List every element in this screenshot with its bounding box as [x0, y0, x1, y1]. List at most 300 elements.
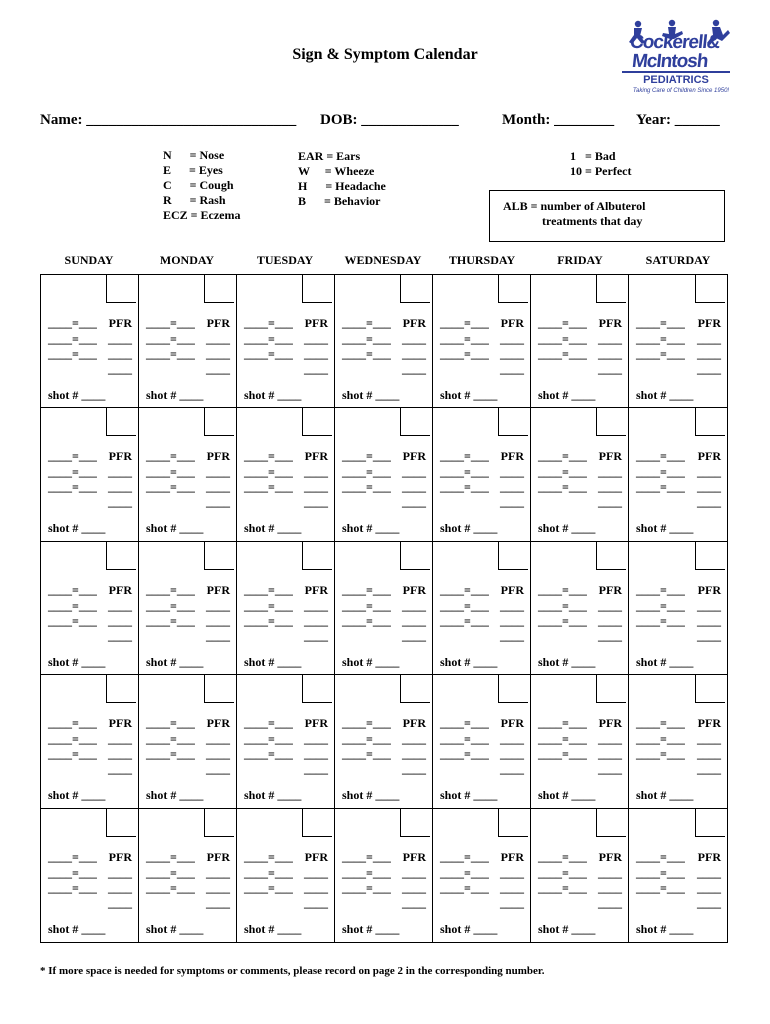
pfr-entry[interactable]: ____ — [108, 865, 132, 880]
symptom-entry[interactable]: ____=___ — [244, 480, 293, 495]
symptom-entry[interactable]: ____=___ — [244, 613, 293, 628]
shot-entry[interactable]: shot # ____ — [636, 521, 694, 536]
symptom-entry[interactable]: ____=___ — [48, 465, 97, 480]
shot-entry[interactable]: shot # ____ — [48, 921, 106, 936]
symptom-entry[interactable]: ____=___ — [342, 582, 391, 597]
shot-entry[interactable]: shot # ____ — [440, 788, 498, 803]
pfr-entry[interactable]: ____ — [304, 332, 328, 346]
date-box[interactable] — [204, 809, 234, 837]
shot-entry[interactable]: shot # ____ — [244, 388, 302, 402]
symptom-entry[interactable]: ____=___ — [636, 747, 685, 762]
pfr-entry[interactable]: ____ — [304, 465, 328, 480]
pfr-entry[interactable]: ____ — [108, 598, 132, 613]
calendar-day-cell[interactable] — [531, 408, 629, 541]
pfr-entry[interactable]: ____ — [206, 332, 230, 346]
symptom-entry[interactable]: ____=___ — [244, 732, 293, 747]
pfr-entry[interactable]: ____ — [598, 880, 622, 895]
symptom-entry[interactable]: ____=___ — [244, 849, 293, 864]
pfr-entry[interactable]: ____ — [598, 362, 622, 376]
pfr-entry[interactable]: ____ — [206, 628, 230, 643]
pfr-entry[interactable]: ____ — [402, 495, 426, 510]
pfr-entry[interactable]: ____ — [304, 865, 328, 880]
calendar-day-cell[interactable] — [433, 408, 531, 541]
pfr-entry[interactable]: ____ — [206, 747, 230, 762]
shot-entry[interactable]: shot # ____ — [636, 788, 694, 803]
pfr-entry[interactable]: ____ — [304, 480, 328, 495]
date-box[interactable] — [498, 408, 528, 436]
pfr-entry[interactable]: ____ — [500, 465, 524, 480]
shot-entry[interactable]: shot # ____ — [538, 788, 596, 803]
date-box[interactable] — [106, 275, 136, 303]
pfr-entry[interactable]: ____ — [206, 362, 230, 376]
pfr-entry[interactable]: ____ — [697, 880, 721, 895]
pfr-entry[interactable]: ____ — [206, 895, 230, 910]
pfr-entry[interactable]: ____ — [304, 598, 328, 613]
symptom-entry[interactable]: ____=___ — [146, 582, 195, 597]
symptom-entry[interactable]: ____=___ — [244, 449, 293, 464]
pfr-entry[interactable]: ____ — [206, 613, 230, 628]
symptom-entry[interactable]: ____=___ — [538, 332, 587, 346]
pfr-entry[interactable]: ____ — [206, 480, 230, 495]
date-box[interactable] — [498, 809, 528, 837]
calendar-day-cell[interactable] — [237, 275, 335, 408]
symptom-entry[interactable]: ____=___ — [636, 465, 685, 480]
symptom-entry[interactable]: ____=___ — [244, 316, 293, 330]
shot-entry[interactable]: shot # ____ — [48, 521, 106, 536]
symptom-entry[interactable]: ____=___ — [440, 449, 489, 464]
date-box[interactable] — [695, 408, 725, 436]
shot-entry[interactable]: shot # ____ — [244, 521, 302, 536]
symptom-entry[interactable]: ____=___ — [636, 865, 685, 880]
pfr-entry[interactable]: ____ — [108, 362, 132, 376]
shot-entry[interactable]: shot # ____ — [440, 521, 498, 536]
pfr-entry[interactable]: ____ — [402, 362, 426, 376]
calendar-day-cell[interactable] — [629, 809, 727, 942]
calendar-day-cell[interactable] — [139, 542, 237, 675]
calendar-day-cell[interactable] — [237, 675, 335, 808]
symptom-entry[interactable]: ____=___ — [538, 316, 587, 330]
symptom-entry[interactable]: ____=___ — [440, 465, 489, 480]
pfr-entry[interactable]: ____ — [500, 762, 524, 777]
pfr-entry[interactable]: ____ — [598, 465, 622, 480]
pfr-entry[interactable]: ____ — [598, 332, 622, 346]
symptom-entry[interactable]: ____=___ — [48, 716, 97, 731]
symptom-entry[interactable]: ____=___ — [146, 598, 195, 613]
pfr-entry[interactable]: ____ — [500, 628, 524, 643]
pfr-entry[interactable]: ____ — [697, 480, 721, 495]
pfr-entry[interactable]: ____ — [108, 495, 132, 510]
date-box[interactable] — [400, 542, 430, 570]
symptom-entry[interactable]: ____=___ — [538, 449, 587, 464]
date-box[interactable] — [596, 809, 626, 837]
pfr-entry[interactable]: ____ — [697, 495, 721, 510]
pfr-entry[interactable]: ____ — [500, 880, 524, 895]
month-field[interactable]: Month: ________ — [502, 112, 615, 128]
symptom-entry[interactable]: ____=___ — [48, 732, 97, 747]
pfr-entry[interactable]: ____ — [598, 480, 622, 495]
pfr-entry[interactable]: ____ — [697, 732, 721, 747]
shot-entry[interactable]: shot # ____ — [636, 921, 694, 936]
calendar-day-cell[interactable] — [41, 408, 139, 541]
symptom-entry[interactable]: ____=___ — [244, 582, 293, 597]
calendar-day-cell[interactable] — [335, 408, 433, 541]
symptom-entry[interactable]: ____=___ — [48, 347, 97, 361]
date-box[interactable] — [400, 408, 430, 436]
calendar-day-cell[interactable] — [237, 809, 335, 942]
shot-entry[interactable]: shot # ____ — [244, 654, 302, 669]
symptom-entry[interactable]: ____=___ — [538, 480, 587, 495]
pfr-entry[interactable]: ____ — [304, 895, 328, 910]
shot-entry[interactable]: shot # ____ — [48, 788, 106, 803]
calendar-day-cell[interactable] — [41, 809, 139, 942]
symptom-entry[interactable]: ____=___ — [146, 480, 195, 495]
date-box[interactable] — [204, 675, 234, 703]
symptom-entry[interactable]: ____=___ — [440, 598, 489, 613]
pfr-entry[interactable]: ____ — [598, 598, 622, 613]
pfr-entry[interactable]: ____ — [697, 598, 721, 613]
symptom-entry[interactable]: ____=___ — [538, 347, 587, 361]
symptom-entry[interactable]: ____=___ — [146, 880, 195, 895]
date-box[interactable] — [302, 675, 332, 703]
symptom-entry[interactable]: ____=___ — [538, 747, 587, 762]
calendar-day-cell[interactable] — [335, 675, 433, 808]
pfr-entry[interactable]: ____ — [402, 732, 426, 747]
calendar-day-cell[interactable] — [139, 675, 237, 808]
shot-entry[interactable]: shot # ____ — [146, 388, 204, 402]
symptom-entry[interactable]: ____=___ — [146, 465, 195, 480]
name-field[interactable]: Name: ____________________________ — [40, 112, 297, 128]
pfr-entry[interactable]: ____ — [500, 495, 524, 510]
pfr-entry[interactable]: ____ — [206, 762, 230, 777]
symptom-entry[interactable]: ____=___ — [440, 613, 489, 628]
symptom-entry[interactable]: ____=___ — [244, 747, 293, 762]
symptom-entry[interactable]: ____=___ — [636, 480, 685, 495]
pfr-entry[interactable]: ____ — [697, 895, 721, 910]
pfr-entry[interactable]: ____ — [598, 732, 622, 747]
calendar-day-cell[interactable] — [433, 809, 531, 942]
date-box[interactable] — [400, 275, 430, 303]
shot-entry[interactable]: shot # ____ — [440, 921, 498, 936]
calendar-day-cell[interactable] — [41, 542, 139, 675]
symptom-entry[interactable]: ____=___ — [342, 347, 391, 361]
pfr-entry[interactable]: ____ — [304, 628, 328, 643]
symptom-entry[interactable]: ____=___ — [440, 582, 489, 597]
pfr-entry[interactable]: ____ — [500, 732, 524, 747]
shot-entry[interactable]: shot # ____ — [146, 521, 204, 536]
date-box[interactable] — [302, 809, 332, 837]
calendar-day-cell[interactable] — [531, 675, 629, 808]
pfr-entry[interactable]: ____ — [500, 347, 524, 361]
symptom-entry[interactable]: ____=___ — [636, 880, 685, 895]
calendar-day-cell[interactable] — [139, 809, 237, 942]
symptom-entry[interactable]: ____=___ — [342, 598, 391, 613]
symptom-entry[interactable]: ____=___ — [440, 316, 489, 330]
calendar-day-cell[interactable] — [335, 275, 433, 408]
calendar-day-cell[interactable] — [41, 675, 139, 808]
pfr-entry[interactable]: ____ — [697, 332, 721, 346]
date-box[interactable] — [596, 542, 626, 570]
pfr-entry[interactable]: ____ — [108, 613, 132, 628]
symptom-entry[interactable]: ____=___ — [342, 480, 391, 495]
symptom-entry[interactable]: ____=___ — [440, 347, 489, 361]
dob-field[interactable]: DOB: _____________ — [320, 112, 459, 128]
calendar-day-cell[interactable] — [335, 542, 433, 675]
symptom-entry[interactable]: ____=___ — [244, 332, 293, 346]
symptom-entry[interactable]: ____=___ — [146, 316, 195, 330]
date-box[interactable] — [302, 408, 332, 436]
pfr-entry[interactable]: ____ — [697, 628, 721, 643]
date-box[interactable] — [596, 408, 626, 436]
pfr-entry[interactable]: ____ — [598, 628, 622, 643]
pfr-entry[interactable]: ____ — [108, 895, 132, 910]
date-box[interactable] — [204, 542, 234, 570]
symptom-entry[interactable]: ____=___ — [48, 880, 97, 895]
symptom-entry[interactable]: ____=___ — [538, 598, 587, 613]
calendar-day-cell[interactable] — [629, 408, 727, 541]
shot-entry[interactable]: shot # ____ — [146, 921, 204, 936]
symptom-entry[interactable]: ____=___ — [48, 316, 97, 330]
symptom-entry[interactable]: ____=___ — [48, 865, 97, 880]
pfr-entry[interactable]: ____ — [500, 865, 524, 880]
symptom-entry[interactable]: ____=___ — [244, 716, 293, 731]
shot-entry[interactable]: shot # ____ — [636, 388, 694, 402]
pfr-entry[interactable]: ____ — [304, 347, 328, 361]
pfr-entry[interactable]: ____ — [108, 347, 132, 361]
symptom-entry[interactable]: ____=___ — [48, 613, 97, 628]
symptom-entry[interactable]: ____=___ — [146, 332, 195, 346]
pfr-entry[interactable]: ____ — [402, 865, 426, 880]
calendar-day-cell[interactable] — [237, 408, 335, 541]
pfr-entry[interactable]: ____ — [598, 347, 622, 361]
pfr-entry[interactable]: ____ — [500, 362, 524, 376]
shot-entry[interactable]: shot # ____ — [538, 521, 596, 536]
pfr-entry[interactable]: ____ — [598, 762, 622, 777]
pfr-entry[interactable]: ____ — [500, 613, 524, 628]
shot-entry[interactable]: shot # ____ — [440, 654, 498, 669]
calendar-day-cell[interactable] — [237, 542, 335, 675]
pfr-entry[interactable]: ____ — [108, 480, 132, 495]
symptom-entry[interactable]: ____=___ — [440, 849, 489, 864]
pfr-entry[interactable]: ____ — [108, 628, 132, 643]
pfr-entry[interactable]: ____ — [206, 865, 230, 880]
symptom-entry[interactable]: ____=___ — [342, 316, 391, 330]
symptom-entry[interactable]: ____=___ — [146, 716, 195, 731]
symptom-entry[interactable]: ____=___ — [48, 582, 97, 597]
symptom-entry[interactable]: ____=___ — [440, 865, 489, 880]
symptom-entry[interactable]: ____=___ — [538, 582, 587, 597]
date-box[interactable] — [498, 275, 528, 303]
calendar-day-cell[interactable] — [629, 675, 727, 808]
pfr-entry[interactable]: ____ — [108, 762, 132, 777]
symptom-entry[interactable]: ____=___ — [146, 449, 195, 464]
symptom-entry[interactable]: ____=___ — [342, 716, 391, 731]
calendar-day-cell[interactable] — [629, 542, 727, 675]
symptom-entry[interactable]: ____=___ — [48, 747, 97, 762]
pfr-entry[interactable]: ____ — [206, 732, 230, 747]
pfr-entry[interactable]: ____ — [697, 865, 721, 880]
symptom-entry[interactable]: ____=___ — [342, 449, 391, 464]
symptom-entry[interactable]: ____=___ — [342, 465, 391, 480]
pfr-entry[interactable]: ____ — [402, 613, 426, 628]
pfr-entry[interactable]: ____ — [402, 598, 426, 613]
shot-entry[interactable]: shot # ____ — [342, 921, 400, 936]
shot-entry[interactable]: shot # ____ — [440, 388, 498, 402]
symptom-entry[interactable]: ____=___ — [342, 747, 391, 762]
symptom-entry[interactable]: ____=___ — [538, 849, 587, 864]
symptom-entry[interactable]: ____=___ — [146, 747, 195, 762]
symptom-entry[interactable]: ____=___ — [440, 880, 489, 895]
year-field[interactable]: Year: ______ — [636, 112, 720, 128]
date-box[interactable] — [106, 542, 136, 570]
pfr-entry[interactable]: ____ — [500, 747, 524, 762]
pfr-entry[interactable]: ____ — [402, 880, 426, 895]
date-box[interactable] — [695, 809, 725, 837]
pfr-entry[interactable]: ____ — [206, 598, 230, 613]
symptom-entry[interactable]: ____=___ — [538, 865, 587, 880]
pfr-entry[interactable]: ____ — [108, 880, 132, 895]
calendar-day-cell[interactable] — [433, 275, 531, 408]
calendar-day-cell[interactable] — [41, 275, 139, 408]
symptom-entry[interactable]: ____=___ — [538, 732, 587, 747]
symptom-entry[interactable]: ____=___ — [244, 465, 293, 480]
shot-entry[interactable]: shot # ____ — [244, 788, 302, 803]
symptom-entry[interactable]: ____=___ — [636, 849, 685, 864]
shot-entry[interactable]: shot # ____ — [538, 921, 596, 936]
symptom-entry[interactable]: ____=___ — [440, 716, 489, 731]
pfr-entry[interactable]: ____ — [402, 347, 426, 361]
symptom-entry[interactable]: ____=___ — [48, 598, 97, 613]
symptom-entry[interactable]: ____=___ — [636, 716, 685, 731]
date-box[interactable] — [302, 275, 332, 303]
date-box[interactable] — [695, 675, 725, 703]
calendar-day-cell[interactable] — [335, 809, 433, 942]
symptom-entry[interactable]: ____=___ — [342, 332, 391, 346]
shot-entry[interactable]: shot # ____ — [244, 921, 302, 936]
symptom-entry[interactable]: ____=___ — [636, 598, 685, 613]
pfr-entry[interactable]: ____ — [402, 480, 426, 495]
symptom-entry[interactable]: ____=___ — [538, 716, 587, 731]
symptom-entry[interactable]: ____=___ — [342, 849, 391, 864]
symptom-entry[interactable]: ____=___ — [636, 449, 685, 464]
pfr-entry[interactable]: ____ — [304, 495, 328, 510]
symptom-entry[interactable]: ____=___ — [538, 880, 587, 895]
symptom-entry[interactable]: ____=___ — [636, 582, 685, 597]
pfr-entry[interactable]: ____ — [697, 347, 721, 361]
symptom-entry[interactable]: ____=___ — [342, 613, 391, 628]
calendar-day-cell[interactable] — [433, 675, 531, 808]
symptom-entry[interactable]: ____=___ — [146, 849, 195, 864]
pfr-entry[interactable]: ____ — [598, 895, 622, 910]
symptom-entry[interactable]: ____=___ — [538, 613, 587, 628]
date-box[interactable] — [204, 408, 234, 436]
symptom-entry[interactable]: ____=___ — [636, 732, 685, 747]
pfr-entry[interactable]: ____ — [402, 465, 426, 480]
pfr-entry[interactable]: ____ — [304, 880, 328, 895]
symptom-entry[interactable]: ____=___ — [342, 732, 391, 747]
date-box[interactable] — [400, 809, 430, 837]
pfr-entry[interactable]: ____ — [206, 347, 230, 361]
symptom-entry[interactable]: ____=___ — [636, 316, 685, 330]
symptom-entry[interactable]: ____=___ — [440, 747, 489, 762]
pfr-entry[interactable]: ____ — [304, 613, 328, 628]
symptom-entry[interactable]: ____=___ — [48, 449, 97, 464]
pfr-entry[interactable]: ____ — [402, 332, 426, 346]
symptom-entry[interactable]: ____=___ — [146, 865, 195, 880]
date-box[interactable] — [596, 675, 626, 703]
pfr-entry[interactable]: ____ — [697, 762, 721, 777]
pfr-entry[interactable]: ____ — [598, 495, 622, 510]
pfr-entry[interactable]: ____ — [108, 465, 132, 480]
pfr-entry[interactable]: ____ — [206, 465, 230, 480]
symptom-entry[interactable]: ____=___ — [244, 598, 293, 613]
symptom-entry[interactable]: ____=___ — [48, 480, 97, 495]
pfr-entry[interactable]: ____ — [402, 762, 426, 777]
pfr-entry[interactable]: ____ — [108, 732, 132, 747]
calendar-day-cell[interactable] — [531, 542, 629, 675]
symptom-entry[interactable]: ____=___ — [440, 732, 489, 747]
shot-entry[interactable]: shot # ____ — [48, 388, 106, 402]
pfr-entry[interactable]: ____ — [304, 362, 328, 376]
shot-entry[interactable]: shot # ____ — [342, 521, 400, 536]
symptom-entry[interactable]: ____=___ — [636, 332, 685, 346]
calendar-day-cell[interactable] — [139, 408, 237, 541]
date-box[interactable] — [204, 275, 234, 303]
shot-entry[interactable]: shot # ____ — [48, 654, 106, 669]
symptom-entry[interactable]: ____=___ — [146, 613, 195, 628]
pfr-entry[interactable]: ____ — [108, 747, 132, 762]
symptom-entry[interactable]: ____=___ — [244, 880, 293, 895]
shot-entry[interactable]: shot # ____ — [342, 788, 400, 803]
calendar-day-cell[interactable] — [531, 809, 629, 942]
pfr-entry[interactable]: ____ — [500, 480, 524, 495]
pfr-entry[interactable]: ____ — [500, 332, 524, 346]
pfr-entry[interactable]: ____ — [598, 865, 622, 880]
pfr-entry[interactable]: ____ — [206, 880, 230, 895]
symptom-entry[interactable]: ____=___ — [48, 849, 97, 864]
pfr-entry[interactable]: ____ — [402, 747, 426, 762]
symptom-entry[interactable]: ____=___ — [342, 880, 391, 895]
date-box[interactable] — [695, 542, 725, 570]
symptom-entry[interactable]: ____=___ — [244, 865, 293, 880]
symptom-entry[interactable]: ____=___ — [342, 865, 391, 880]
date-box[interactable] — [596, 275, 626, 303]
pfr-entry[interactable]: ____ — [402, 628, 426, 643]
shot-entry[interactable]: shot # ____ — [538, 388, 596, 402]
pfr-entry[interactable]: ____ — [598, 747, 622, 762]
pfr-entry[interactable]: ____ — [206, 495, 230, 510]
symptom-entry[interactable]: ____=___ — [538, 465, 587, 480]
date-box[interactable] — [498, 675, 528, 703]
pfr-entry[interactable]: ____ — [697, 747, 721, 762]
calendar-day-cell[interactable] — [629, 275, 727, 408]
shot-entry[interactable]: shot # ____ — [146, 654, 204, 669]
date-box[interactable] — [695, 275, 725, 303]
symptom-entry[interactable]: ____=___ — [440, 480, 489, 495]
symptom-entry[interactable]: ____=___ — [636, 613, 685, 628]
symptom-entry[interactable]: ____=___ — [146, 347, 195, 361]
shot-entry[interactable]: shot # ____ — [342, 388, 400, 402]
date-box[interactable] — [400, 675, 430, 703]
date-box[interactable] — [302, 542, 332, 570]
symptom-entry[interactable]: ____=___ — [48, 332, 97, 346]
symptom-entry[interactable]: ____=___ — [636, 347, 685, 361]
date-box[interactable] — [106, 408, 136, 436]
calendar-day-cell[interactable] — [433, 542, 531, 675]
pfr-entry[interactable]: ____ — [304, 762, 328, 777]
pfr-entry[interactable]: ____ — [402, 895, 426, 910]
shot-entry[interactable]: shot # ____ — [636, 654, 694, 669]
symptom-entry[interactable]: ____=___ — [440, 332, 489, 346]
